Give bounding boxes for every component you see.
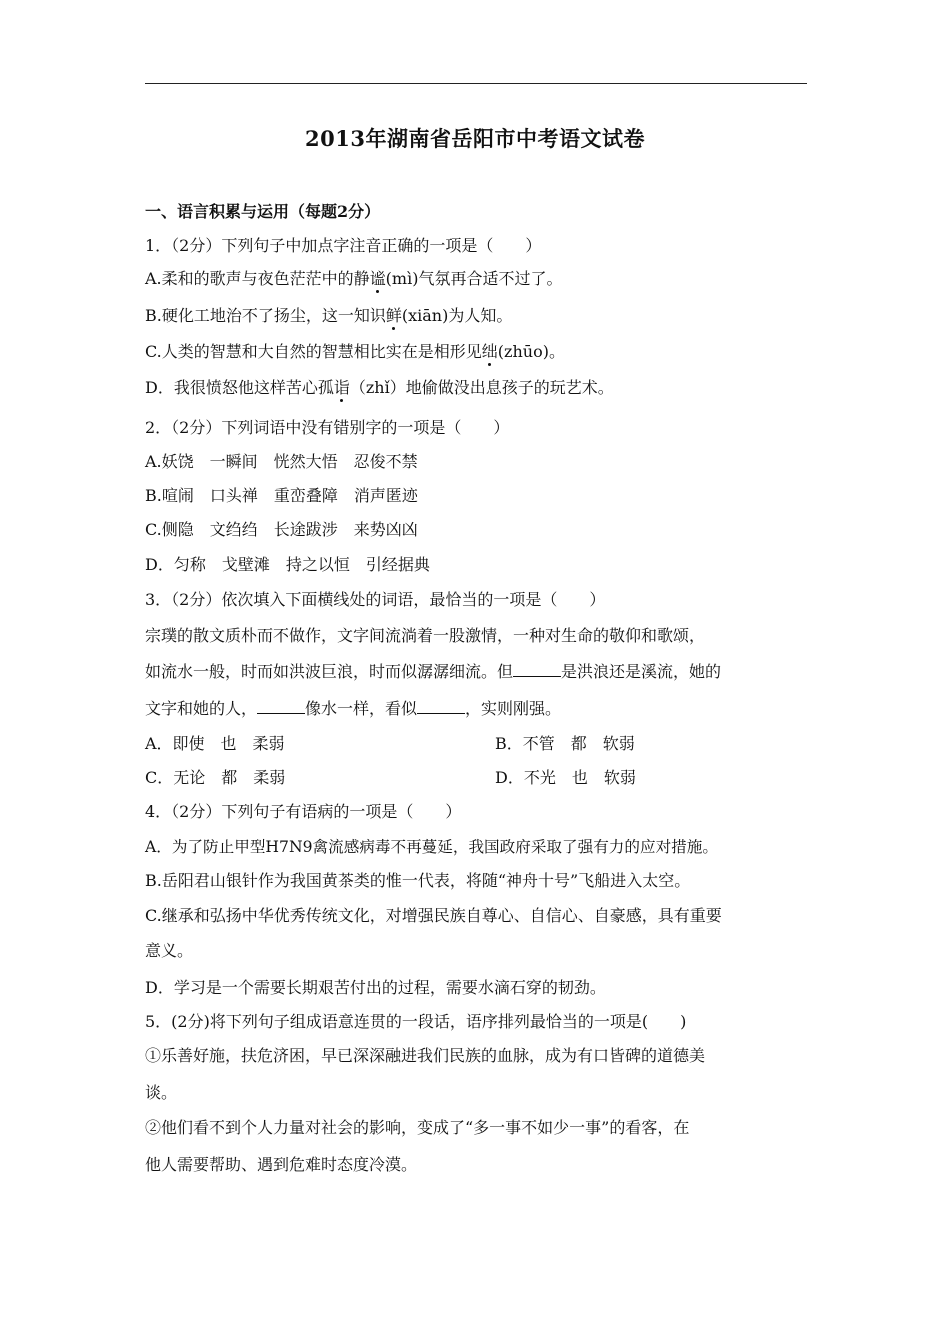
q1-option-b-dotted-char: 鲜 bbox=[385, 306, 402, 325]
q2-option-c: C.侧隐 文绉绉 长途跋涉 来势凶凶 bbox=[145, 520, 418, 539]
q3-blank-3 bbox=[417, 699, 465, 714]
q1-option-c-pinyin: (zhūo)。 bbox=[497, 342, 565, 361]
q1-option-d bbox=[145, 377, 614, 399]
q1-option-a-text: A.柔和的歌声与夜色茫茫中的静 bbox=[145, 269, 370, 288]
q3-blank-1 bbox=[513, 662, 561, 677]
q4-option-b: B.岳阳君山银针作为我国黄茶类的惟一代表，将随“神舟十号”飞船进入太空。 bbox=[145, 871, 691, 890]
q3-passage-text: 文字和她的人， bbox=[145, 699, 258, 718]
header-rule bbox=[145, 83, 807, 84]
q4-option-d: D．学习是一个需要长期艰苦付出的过程，需要水滴石穿的韧劲。 bbox=[145, 978, 606, 997]
q3-blank-2 bbox=[257, 699, 305, 714]
q1-option-a-pinyin: (mì)气氛再合适不过了。 bbox=[385, 269, 563, 288]
q3-option-d: D．不光 也 软弱 bbox=[495, 768, 636, 787]
q1-option-a-dotted-char: 谧 bbox=[369, 269, 386, 288]
q1-stem: 1．（2分）下列句子中加点字注音正确的一项是（ ） bbox=[145, 236, 542, 255]
q5-sentence-1-line-2: 谈。 bbox=[145, 1083, 178, 1102]
q4-stem: 4．（2分）下列句子有语病的一项是（ ） bbox=[145, 802, 462, 821]
q3-option-b: B．不管 都 软弱 bbox=[495, 734, 635, 753]
q5-sentence-2-line-1: ②他们看不到个人力量对社会的影响，变成了“多一事不如少一事”的看客，在 bbox=[145, 1118, 690, 1137]
q1-option-c bbox=[145, 341, 565, 363]
q1-option-c-text: C.人类的智慧和大自然的智慧相比实在是相形见 bbox=[145, 342, 482, 361]
section-heading: 一、语言积累与运用（每题2分） bbox=[145, 202, 381, 221]
q3-passage-text: ，实则刚强。 bbox=[465, 699, 562, 718]
q5-stem: 5．(2分)将下列句子组成语意连贯的一段话，语序排列最恰当的一项是( ) bbox=[145, 1012, 687, 1031]
q1-option-d-dotted-char: 诣 bbox=[333, 378, 350, 397]
q3-passage-line-3 bbox=[145, 698, 561, 720]
q3-option-a: A．即使 也 柔弱 bbox=[145, 734, 285, 753]
q3-passage-text: 如流水一般，时而如洪波巨浪，时而似潺潺细流。但 bbox=[145, 662, 514, 681]
q4-option-c-line-2: 意义。 bbox=[145, 941, 194, 960]
q1-option-b-pinyin: (xiān)为人知。 bbox=[401, 306, 513, 325]
q3-passage-text: 像水一样，看似 bbox=[305, 699, 418, 718]
q3-passage-line-2 bbox=[145, 661, 721, 683]
q4-option-c-line-1: C.继承和弘扬中华优秀传统文化，对增强民族自尊心、自信心、自豪感，具有重要 bbox=[145, 906, 722, 925]
q1-option-b-text: B.硬化工地治不了扬尘，这一知识 bbox=[145, 306, 386, 325]
q5-sentence-2-line-2: 他人需要帮助、遇到危难时态度冷漠。 bbox=[145, 1155, 418, 1174]
q1-option-d-text: D．我很愤怒他这样苦心孤 bbox=[145, 378, 334, 397]
q3-passage-line-1: 宗璞的散文质朴而不做作，文字间流淌着一股激情，一种对生命的敬仰和歌颂， bbox=[145, 626, 706, 645]
q3-option-c: C．无论 都 柔弱 bbox=[145, 768, 286, 787]
page-title: 2013年湖南省岳阳市中考语文试卷 bbox=[305, 126, 645, 151]
q2-option-d: D．匀称 戈壁滩 持之以恒 引经据典 bbox=[145, 555, 430, 574]
q3-passage-text: 是洪浪还是溪流，她的 bbox=[561, 662, 722, 681]
q4-option-a: A．为了防止甲型H7N9禽流感病毒不再蔓延，我国政府采取了强有力的应对措施。 bbox=[145, 838, 718, 856]
q2-option-b: B.喧闹 口头禅 重峦叠障 消声匿迹 bbox=[145, 486, 418, 505]
q5-sentence-1-line-1: ①乐善好施，扶危济困，早已深深融进我们民族的血脉，成为有口皆碑的道德美 bbox=[145, 1046, 706, 1065]
q1-option-d-pinyin: （zhǐ）地偷做没出息孩子的玩艺术。 bbox=[349, 378, 614, 397]
q1-option-b bbox=[145, 305, 512, 327]
q3-stem: 3．（2分）依次填入下面横线处的词语，最恰当的一项是（ ） bbox=[145, 590, 606, 609]
q2-stem: 2．（2分）下列词语中没有错别字的一项是（ ） bbox=[145, 418, 510, 437]
q1-option-a bbox=[145, 268, 562, 290]
q2-option-a: A.妖饶 一瞬间 恍然大悟 忍俊不禁 bbox=[145, 452, 418, 471]
q1-option-c-dotted-char: 绌 bbox=[481, 342, 498, 361]
